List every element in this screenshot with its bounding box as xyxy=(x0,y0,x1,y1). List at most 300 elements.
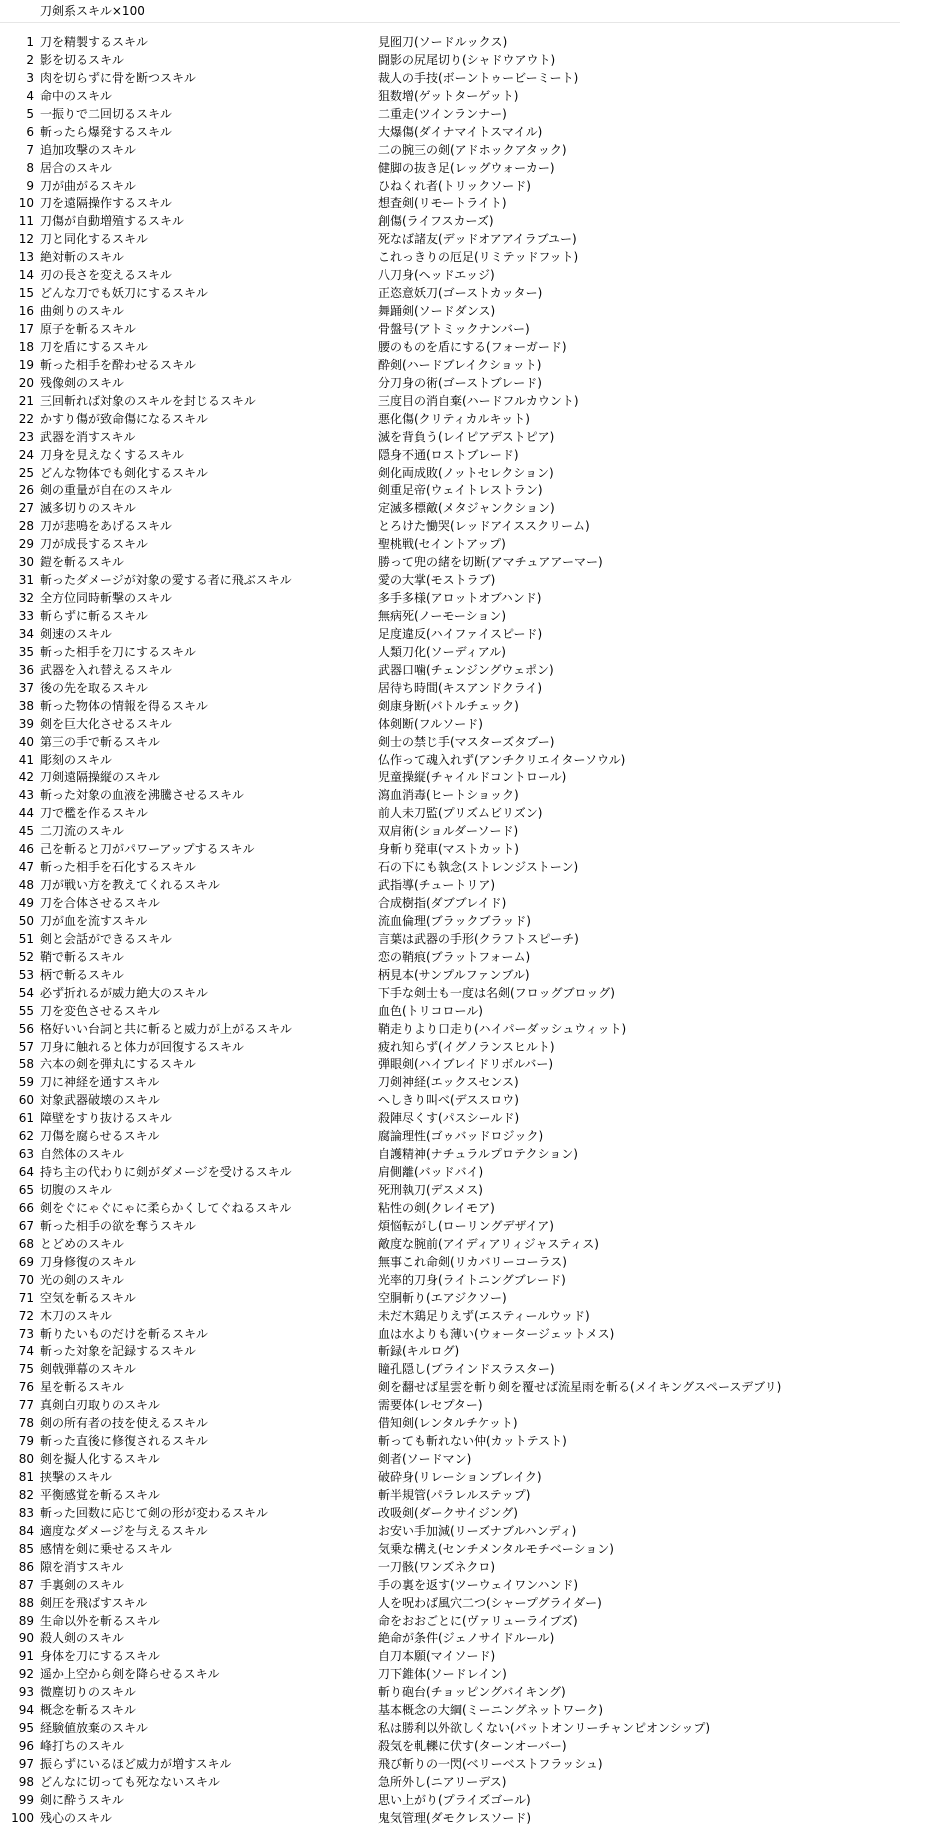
skill-description: 影を切るスキル xyxy=(40,52,124,67)
skill-name: 二の腕三の剣(アドホックアタック) xyxy=(378,142,567,157)
row-number: 6 xyxy=(26,124,34,139)
skill-name: ひねくれ者(トリックソード) xyxy=(378,178,531,193)
list-item xyxy=(0,1200,949,1218)
skill-description: 刃の長さを変えるスキル xyxy=(40,268,172,283)
title-row xyxy=(0,0,900,23)
row-number: 39 xyxy=(18,716,34,731)
skill-name: 定滅多標敵(メタジャンクション) xyxy=(378,501,555,516)
row-number: 72 xyxy=(18,1308,34,1323)
skill-name: 多手多様(アロットオブハンド) xyxy=(378,591,542,606)
skill-name: 未だ木鶏足りえず(エスティールウッド) xyxy=(378,1308,590,1323)
skill-description: 刀と同化するスキル xyxy=(40,232,148,247)
row-number: 3 xyxy=(26,70,34,85)
list-item xyxy=(0,303,949,321)
list-item xyxy=(0,1774,949,1792)
skill-name: とろけた慟哭(レッドアイススクリーム) xyxy=(378,519,590,534)
row-number: 21 xyxy=(18,393,34,408)
row-number: 75 xyxy=(18,1362,34,1377)
skill-description: 微塵切りのスキル xyxy=(40,1685,136,1700)
row-number: 37 xyxy=(18,680,34,695)
skill-name: 舞踊剣(ソードダンス) xyxy=(378,304,496,319)
skill-description: 剣の所有者の技を使えるスキル xyxy=(40,1416,208,1431)
skill-description: 峰打ちのスキル xyxy=(40,1739,124,1754)
skill-name: 肩側離(バッドバイ) xyxy=(378,1165,484,1180)
list-item xyxy=(0,1397,949,1415)
skill-description: 刀を盾にするスキル xyxy=(40,339,148,354)
list-item xyxy=(0,823,949,841)
list-item xyxy=(0,375,949,393)
skill-description: 刀が成長するスキル xyxy=(40,537,148,552)
skill-description: 剣速のスキル xyxy=(40,626,112,641)
skill-description: 剣圧を飛ばすスキル xyxy=(40,1595,148,1610)
skill-description: 斬った相手の欲を奪うスキル xyxy=(40,1218,196,1233)
list-item xyxy=(0,1092,949,1110)
skill-name: 前人未刀監(プリズムビリズン) xyxy=(378,806,543,821)
row-number: 49 xyxy=(18,896,34,910)
list-item xyxy=(0,1487,949,1505)
skill-description: 第三の手で斬るスキル xyxy=(40,734,160,749)
skill-description: 概念を斬るスキル xyxy=(40,1703,136,1718)
skill-description: 原子を斬るスキル xyxy=(40,322,136,336)
row-number: 16 xyxy=(18,304,34,319)
row-number: 51 xyxy=(18,931,34,946)
row-number: 13 xyxy=(18,250,34,265)
skill-description: 三回斬れば対象のスキルを封じるスキル xyxy=(40,393,256,408)
skill-description: 斬った相手を刀にするスキル xyxy=(40,644,196,659)
skill-description: 追加攻撃のスキル xyxy=(40,142,136,157)
list-item xyxy=(0,1021,949,1039)
skill-description: 一振りで二回切るスキル xyxy=(40,106,172,121)
skill-name: 合成樹指(ダブブレイド) xyxy=(378,896,507,910)
skill-name: 双肩術(ショルダーソード) xyxy=(378,824,519,839)
skill-description: かすり傷が致命傷になるスキル xyxy=(40,411,208,426)
skill-description: 刀を遠隔操作するスキル xyxy=(40,196,172,211)
row-number: 17 xyxy=(18,322,34,336)
list-item xyxy=(0,1343,949,1361)
row-number: 11 xyxy=(18,214,34,229)
list-item xyxy=(0,1630,949,1648)
skill-description: 剣と会話ができるスキル xyxy=(40,931,172,946)
skill-description: 斬りたいものだけを斬るスキル xyxy=(40,1326,208,1341)
list-item xyxy=(0,124,949,142)
list-item xyxy=(0,52,949,70)
row-number: 23 xyxy=(18,429,34,444)
skill-name: 見囮刀(ソードルックス) xyxy=(378,35,508,49)
skill-description: 刀傷を腐らせるスキル xyxy=(40,1129,160,1144)
skill-description: 木刀のスキル xyxy=(40,1308,112,1323)
list-item xyxy=(0,554,949,572)
list-item xyxy=(0,1415,949,1433)
skill-name: 剣重足帝(ウェイトレストラン) xyxy=(378,483,543,498)
row-number: 8 xyxy=(26,160,34,175)
row-number: 20 xyxy=(18,375,34,390)
list-item xyxy=(0,1056,949,1074)
list-item xyxy=(0,482,949,500)
row-number: 34 xyxy=(18,626,34,641)
skill-name: 剣康身断(バトルチェック) xyxy=(378,698,519,713)
row-number: 35 xyxy=(18,644,34,659)
skill-name: 狙数增(ゲットターゲット) xyxy=(378,88,519,103)
skill-name: 斬録(キルログ) xyxy=(378,1344,460,1359)
row-number: 12 xyxy=(18,232,34,247)
list-item xyxy=(0,1595,949,1613)
row-number: 95 xyxy=(18,1721,34,1736)
skill-name: 瀉血消毒(ヒートショック) xyxy=(378,788,519,803)
skill-description: 遥か上空から剣を降らせるスキル xyxy=(40,1667,220,1682)
row-number: 18 xyxy=(18,339,34,354)
skill-name: 愛の大掌(モストラブ) xyxy=(378,573,496,588)
skill-name: 剣者(ソードマン) xyxy=(378,1452,472,1467)
skill-name: 居待ち時間(キスアンドクライ) xyxy=(378,680,543,695)
skill-name: 流血倫理(ブラックブラッド) xyxy=(378,913,531,928)
skill-name: 剣士の禁じ手(マスターズタブー) xyxy=(378,734,555,749)
list-item xyxy=(0,931,949,949)
list-item xyxy=(0,285,949,303)
skill-name: 隠身不通(ロストブレード) xyxy=(378,447,519,462)
row-number: 4 xyxy=(26,88,34,103)
row-number: 85 xyxy=(18,1541,34,1556)
list-item xyxy=(0,1433,949,1451)
list-item xyxy=(0,1074,949,1092)
row-number: 86 xyxy=(18,1559,34,1574)
row-number: 92 xyxy=(18,1667,34,1682)
list-item xyxy=(0,662,949,680)
skill-description: 肉を切らずに骨を断つスキル xyxy=(40,70,196,85)
row-number: 38 xyxy=(18,698,34,713)
skill-name: 殺気を軋轢に伏す(ターンオーバー) xyxy=(378,1739,567,1754)
row-number: 29 xyxy=(18,537,34,552)
skill-name: 一刀骸(ワンズネクロ) xyxy=(378,1559,496,1574)
list-item xyxy=(0,769,949,787)
list-item xyxy=(0,1792,949,1810)
list-item xyxy=(0,734,949,752)
skill-description: 後の先を取るスキル xyxy=(40,680,148,695)
skill-name: 借知剣(レンタルチケット) xyxy=(378,1416,518,1431)
skill-description: 手裏剣のスキル xyxy=(40,1577,124,1592)
row-number: 50 xyxy=(18,913,34,928)
skill-description: 自然体のスキル xyxy=(40,1147,124,1162)
list-item xyxy=(0,357,949,375)
row-number: 53 xyxy=(18,967,34,982)
skill-name: 血色(トリコロール) xyxy=(378,1003,483,1018)
list-item xyxy=(0,752,949,770)
skill-description: 刀が血を流すスキル xyxy=(40,913,148,928)
list-item xyxy=(0,967,949,985)
row-number: 97 xyxy=(18,1757,34,1771)
skill-list xyxy=(0,34,949,1828)
list-item xyxy=(0,1308,949,1326)
row-number: 22 xyxy=(18,411,34,426)
skill-name: 鞘走りより口走り(ハイパーダッシュウィット) xyxy=(378,1021,627,1036)
row-number: 41 xyxy=(18,752,34,767)
skill-name: 腐論理性(ゴゥバッドロジック) xyxy=(378,1129,544,1144)
list-item xyxy=(0,841,949,859)
row-number: 100 xyxy=(11,1810,34,1825)
row-number: 57 xyxy=(18,1039,34,1054)
skill-name: 破砕身(リレーションブレイク) xyxy=(378,1470,542,1484)
skill-description: 武器を消すスキル xyxy=(40,429,136,444)
skill-name: 分刀身の術(ゴーストブレード) xyxy=(378,375,542,390)
row-number: 62 xyxy=(18,1129,34,1144)
row-number: 69 xyxy=(18,1254,34,1269)
list-item xyxy=(0,1361,949,1379)
skill-name: 思い上がり(プライズゴール) xyxy=(378,1792,531,1807)
list-item xyxy=(0,1290,949,1308)
list-item xyxy=(0,1523,949,1541)
skill-description: 障壁をすり抜けるスキル xyxy=(40,1111,172,1126)
row-number: 73 xyxy=(18,1326,34,1341)
skill-description: 身体を刀にするスキル xyxy=(40,1649,160,1664)
skill-name: お安い手加減(リーズナブルハンディ) xyxy=(378,1523,577,1538)
skill-description: 斬った相手を酔わせるスキル xyxy=(40,357,196,372)
list-item xyxy=(0,608,949,626)
list-item xyxy=(0,895,949,913)
skill-name: 滅を背負う(レイピアデストピア) xyxy=(378,429,555,444)
skill-description: 刀が戦い方を教えてくれるスキル xyxy=(40,878,220,893)
list-item xyxy=(0,1648,949,1666)
row-number: 54 xyxy=(18,985,34,1000)
row-number: 7 xyxy=(26,142,34,157)
row-number: 28 xyxy=(18,519,34,534)
skill-name: 想査剣(リモートライト) xyxy=(378,196,507,211)
list-item xyxy=(0,213,949,231)
skill-name: 刀剣神経(エックスセンス) xyxy=(378,1075,519,1090)
row-number: 82 xyxy=(18,1487,34,1502)
skill-name: 粘性の剣(クレイモア) xyxy=(378,1200,495,1215)
list-item xyxy=(0,1666,949,1684)
skill-description: 刀が曲がるスキル xyxy=(40,178,136,193)
skill-description: 滅多切りのスキル xyxy=(40,501,136,516)
list-item xyxy=(0,518,949,536)
list-item xyxy=(0,1684,949,1702)
list-item xyxy=(0,447,949,465)
skill-description: 刀を精製するスキル xyxy=(40,35,148,49)
skill-name: 闘影の尻尾切り(シャドウアウト) xyxy=(378,52,556,67)
row-number: 81 xyxy=(18,1470,34,1484)
list-item xyxy=(0,1236,949,1254)
row-number: 67 xyxy=(18,1218,34,1233)
skill-description: 斬ったダメージが対象の愛する者に飛ぶスキル xyxy=(40,573,292,588)
list-item xyxy=(0,1720,949,1738)
list-item xyxy=(0,1756,949,1774)
skill-description: 刀剣遠隔操縦のスキル xyxy=(40,770,160,785)
skill-name: 体剣断(フルソード) xyxy=(378,716,483,731)
row-number: 45 xyxy=(18,824,34,839)
row-number: 15 xyxy=(18,286,34,301)
list-item xyxy=(0,1451,949,1469)
skill-name: 気乗な構え(センチメンタルモチベーション) xyxy=(378,1541,614,1556)
row-number: 25 xyxy=(18,465,34,480)
list-item xyxy=(0,716,949,734)
skill-name: 腰のものを盾にする(フォーガード) xyxy=(378,339,567,354)
skill-description: 剣戟弾幕のスキル xyxy=(40,1362,136,1377)
skill-description: 命中のスキル xyxy=(40,88,112,103)
skill-name: 絶命が条件(ジェノサイドルール) xyxy=(378,1631,555,1646)
row-number: 60 xyxy=(18,1093,34,1108)
skill-name: 身斬り発車(マストカット) xyxy=(378,842,519,857)
row-number: 26 xyxy=(18,483,34,498)
list-item xyxy=(0,985,949,1003)
skill-description: 彫刻のスキル xyxy=(40,752,112,767)
skill-name: 無事これ命剣(リカバリーコーラス) xyxy=(378,1254,567,1269)
skill-name: 死刑執刀(デスメス) xyxy=(378,1183,483,1197)
row-number: 63 xyxy=(18,1147,34,1162)
list-item xyxy=(0,142,949,160)
row-number: 40 xyxy=(18,734,34,749)
skill-name: 人を呪わば風穴二つ(シャープグライダー) xyxy=(378,1595,602,1610)
skill-description: 格好いい台詞と共に斬ると威力が上がるスキル xyxy=(40,1021,292,1036)
list-item xyxy=(0,787,949,805)
row-number: 19 xyxy=(18,357,34,372)
skill-name: へしきり叫べ(デススロウ) xyxy=(378,1093,519,1108)
list-item xyxy=(0,178,949,196)
list-item xyxy=(0,949,949,967)
skill-description: どんな物体でも剣化するスキル xyxy=(40,465,208,480)
list-item xyxy=(0,321,949,339)
skill-name: 勝って兜の緒を切断(アマチュアアーマー) xyxy=(378,555,603,570)
list-item xyxy=(0,249,949,267)
list-item xyxy=(0,34,949,52)
row-number: 79 xyxy=(18,1434,34,1449)
row-number: 2 xyxy=(26,52,34,67)
row-number: 94 xyxy=(18,1703,34,1718)
skill-name: 殺陣尽くす(パスシールド) xyxy=(378,1111,520,1126)
row-number: 36 xyxy=(18,662,34,677)
list-item xyxy=(0,626,949,644)
skill-name: 悪化傷(クリティカルキット) xyxy=(378,411,530,426)
skill-name: 空胴斬り(エアジクソー) xyxy=(378,1290,507,1305)
row-number: 1 xyxy=(26,35,34,49)
row-number: 70 xyxy=(18,1272,34,1287)
row-number: 32 xyxy=(18,591,34,606)
skill-description: 剣を巨大化させるスキル xyxy=(40,716,172,731)
skill-description: 斬ったら爆発するスキル xyxy=(40,124,172,139)
list-item xyxy=(0,267,949,285)
skill-description: 刀を変色させるスキル xyxy=(40,1003,160,1018)
skill-name: 需要体(レセプター) xyxy=(378,1398,483,1413)
skill-name: 言葉は武器の手形(クラフトスピーチ) xyxy=(378,931,579,946)
skill-name: 疲れ知らず(イグノランスヒルト) xyxy=(378,1039,555,1054)
skill-description: 柄で斬るスキル xyxy=(40,967,124,982)
skill-name: これっきりの厄足(リミテッドフット) xyxy=(378,250,579,265)
row-number: 77 xyxy=(18,1398,34,1413)
skill-name: 武指導(チュートリア) xyxy=(378,878,496,893)
skill-description: 絶対斬のスキル xyxy=(40,250,124,265)
row-number: 56 xyxy=(18,1021,34,1036)
row-number: 31 xyxy=(18,573,34,588)
skill-description: 切腹のスキル xyxy=(40,1183,112,1197)
list-item xyxy=(0,877,949,895)
skill-description: 空気を斬るスキル xyxy=(40,1290,136,1305)
row-number: 61 xyxy=(18,1111,34,1126)
row-number: 65 xyxy=(18,1183,34,1197)
skill-name: 光率的刀身(ライトニングブレード) xyxy=(378,1272,566,1287)
skill-description: 斬った回数に応じて剣の形が変わるスキル xyxy=(40,1505,268,1520)
skill-name: 私は勝利以外欲しくない(バットオンリーチャンピオンシップ) xyxy=(378,1721,711,1736)
skill-description: 真剣白刃取りのスキル xyxy=(40,1398,160,1413)
skill-name: 改吸剣(ダークサイジング) xyxy=(378,1505,518,1520)
list-item xyxy=(0,1039,949,1057)
skill-description: 武器を入れ替えるスキル xyxy=(40,662,172,677)
skill-description: 振らずにいるほど威力が増すスキル xyxy=(40,1757,232,1771)
skill-name: 仏作って魂入れず(アンチクリエイターソウル) xyxy=(378,752,626,767)
skill-description: 殺人剣のスキル xyxy=(40,1631,124,1646)
row-number: 76 xyxy=(18,1380,34,1395)
skill-description: 持ち主の代わりに剣がダメージを受けるスキル xyxy=(40,1165,292,1180)
skill-name: 人類刀化(ソーディアル) xyxy=(378,644,506,659)
skill-description: 刀身を見えなくするスキル xyxy=(40,447,184,462)
skill-name: 骨盤号(アトミックナンバー) xyxy=(378,322,530,336)
list-item xyxy=(0,1702,949,1720)
list-item xyxy=(0,913,949,931)
skill-description: 適度なダメージを与えるスキル xyxy=(40,1523,208,1538)
row-number: 93 xyxy=(18,1685,34,1700)
skill-name: 基本概念の大綱(ミーニングネットワーク) xyxy=(378,1703,604,1718)
skill-description: 斬った直後に修復されるスキル xyxy=(40,1434,208,1449)
list-item xyxy=(0,680,949,698)
list-item xyxy=(0,698,949,716)
skill-name: 飛び斬りの一閃(ベリーベストフラッシュ) xyxy=(378,1757,603,1771)
row-number: 84 xyxy=(18,1523,34,1538)
skill-description: 斬らずに斬るスキル xyxy=(40,609,148,623)
list-item xyxy=(0,1379,949,1397)
skill-name: 下手な剣士も一度は名剣(フロッグブロッグ) xyxy=(378,985,615,1000)
list-item xyxy=(0,1254,949,1272)
list-item xyxy=(0,1505,949,1523)
row-number: 99 xyxy=(18,1792,34,1807)
skill-name: 恋の鞘痕(ブラットフォーム) xyxy=(378,949,531,964)
skill-name: 大爆傷(ダイナマイトスマイル) xyxy=(378,124,543,139)
row-number: 42 xyxy=(18,770,34,785)
list-item xyxy=(0,1128,949,1146)
skill-name: 裁人の手技(ボーントゥービーミート) xyxy=(378,70,579,85)
list-item xyxy=(0,1469,949,1487)
list-item xyxy=(0,465,949,483)
skill-name: 敵度な腕前(アイディアリィジャスティス) xyxy=(378,1236,599,1251)
skill-description: 挟撃のスキル xyxy=(40,1470,112,1484)
list-item xyxy=(0,339,949,357)
skill-name: 酔剣(ハードブレイクショット) xyxy=(378,357,542,372)
row-number: 88 xyxy=(18,1595,34,1610)
row-number: 59 xyxy=(18,1075,34,1090)
skill-description: 刀で檻を作るスキル xyxy=(40,806,148,821)
skill-description: 感情を剣に乗せるスキル xyxy=(40,1541,172,1556)
row-number: 55 xyxy=(18,1003,34,1018)
skill-description: とどめのスキル xyxy=(40,1236,124,1251)
skill-description: 斬った物体の情報を得るスキル xyxy=(40,698,208,713)
list-item xyxy=(0,1577,949,1595)
skill-description: 鞘で斬るスキル xyxy=(40,949,124,964)
list-item xyxy=(0,195,949,213)
list-item xyxy=(0,1110,949,1128)
list-item xyxy=(0,70,949,88)
skill-name: 斬っても斬れない仲(カットテスト) xyxy=(378,1434,567,1449)
skill-name: 瞳孔隠し(ブラインドスラスター) xyxy=(378,1362,555,1377)
skill-description: 全方位同時斬撃のスキル xyxy=(40,591,172,606)
skill-name: 柄見本(サンプルファンブル) xyxy=(378,967,530,982)
skill-name: 刀下錐体(ソードレイン) xyxy=(378,1667,507,1682)
list-item xyxy=(0,411,949,429)
row-number: 74 xyxy=(18,1344,34,1359)
row-number: 9 xyxy=(26,178,34,193)
list-item xyxy=(0,1738,949,1756)
list-item xyxy=(0,1182,949,1200)
row-number: 47 xyxy=(18,860,34,875)
skill-description: 残像剣のスキル xyxy=(40,375,124,390)
skill-description: 剣に酔うスキル xyxy=(40,1792,124,1807)
skill-name: 急所外し(ニアリーデス) xyxy=(378,1774,507,1789)
list-item xyxy=(0,1272,949,1290)
